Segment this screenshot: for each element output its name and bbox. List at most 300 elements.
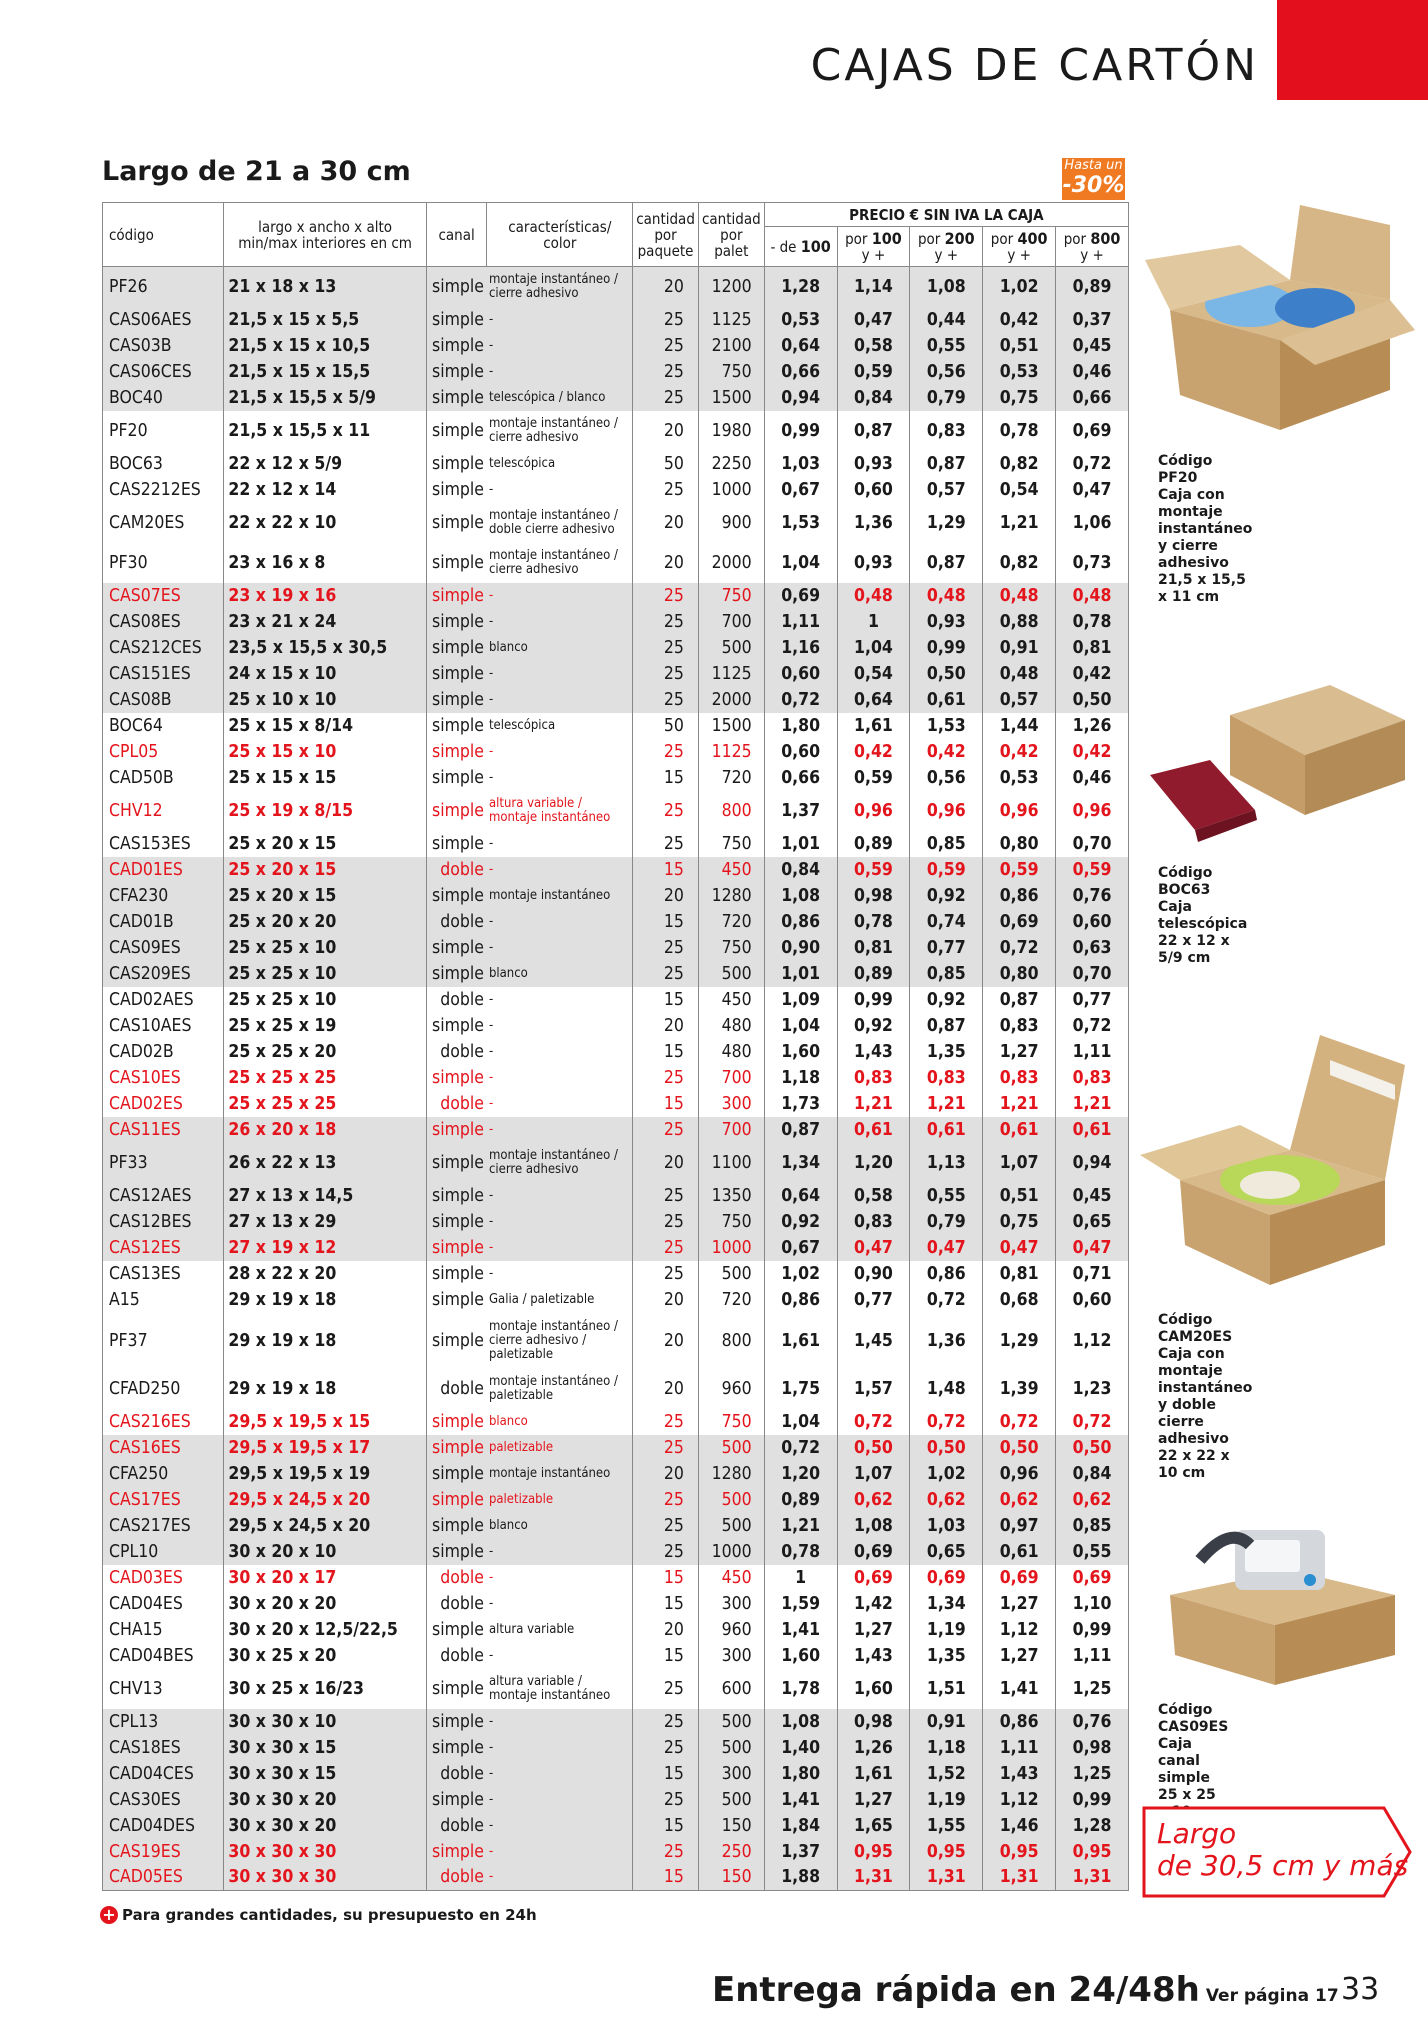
box-cam20es-image bbox=[1140, 1030, 1422, 1300]
cell-precio-3: 0,95 bbox=[910, 1839, 983, 1865]
cell-precio-5: 0,47 bbox=[1056, 477, 1129, 503]
cell-cantidad-palet: 750 bbox=[698, 831, 764, 857]
cell-precio-1: 1,03 bbox=[764, 451, 837, 477]
product-caption-pf20: Código PF20 Caja con montaje instantáneo y cierre adhesivo 21,5 x 15,5 x 11 cm bbox=[1158, 453, 1253, 605]
table-row bbox=[103, 385, 1129, 411]
cell-caracteristicas: altura variable / montaje instantáneo bbox=[488, 795, 611, 825]
cell-precio-3: 0,59 bbox=[910, 857, 983, 883]
table-row bbox=[103, 1143, 1129, 1183]
cell-precio-4: 1,27 bbox=[983, 1591, 1056, 1617]
cell-cantidad-paquete: 25 bbox=[633, 1735, 699, 1761]
promo-line2: -30% bbox=[1062, 173, 1125, 198]
cell-canal: simple bbox=[426, 583, 487, 609]
cell-precio-1: 0,64 bbox=[764, 1183, 837, 1209]
cell-dims: 25 x 15 x 10 bbox=[224, 739, 426, 765]
cell-precio-4: 1,12 bbox=[983, 1787, 1056, 1813]
cell-caracteristicas: montaje instantáneo / cierre adhesivo bbox=[487, 267, 633, 307]
cell-caracteristicas: - bbox=[487, 857, 633, 883]
cell-cantidad-palet: 1000 bbox=[698, 1539, 764, 1565]
cell-precio-4: 0,50 bbox=[983, 1435, 1056, 1461]
cell-dims: 22 x 22 x 10 bbox=[224, 503, 426, 543]
table-row bbox=[103, 267, 1129, 307]
cell-precio-4: 0,61 bbox=[983, 1539, 1056, 1565]
cell-codigo: CAD04CES bbox=[103, 1761, 224, 1787]
cell-caracteristicas: paletizable bbox=[487, 1487, 633, 1513]
cell-canal: doble bbox=[426, 1091, 487, 1117]
cell-precio-3: 0,72 bbox=[910, 1409, 983, 1435]
cell-cantidad-paquete: 25 bbox=[633, 635, 699, 661]
cell-codigo: CPL13 bbox=[103, 1709, 224, 1735]
cell-cantidad-palet: 500 bbox=[698, 635, 764, 661]
cell-cantidad-paquete: 15 bbox=[633, 1865, 699, 1891]
cell-precio-2: 0,95 bbox=[837, 1839, 910, 1865]
cell-precio-4: 0,48 bbox=[983, 661, 1056, 687]
cell-cantidad-paquete: 25 bbox=[633, 307, 699, 333]
cell-precio-1: 0,92 bbox=[764, 1209, 837, 1235]
cell-precio-2: 1,65 bbox=[837, 1813, 910, 1839]
cell-canal: doble bbox=[426, 1565, 487, 1591]
table-row bbox=[103, 987, 1129, 1013]
cell-canal: simple bbox=[426, 307, 487, 333]
cell-codigo: CAS18ES bbox=[103, 1735, 224, 1761]
cell-canal: simple bbox=[426, 1513, 487, 1539]
cell-canal: simple bbox=[426, 1669, 487, 1709]
cell-caracteristicas: montaje instantáneo / paletizable bbox=[488, 1373, 618, 1403]
cell-precio-5: 0,83 bbox=[1056, 1065, 1129, 1091]
cell-precio-5: 0,37 bbox=[1056, 307, 1129, 333]
price-table bbox=[102, 202, 1129, 1891]
cell-dims: 28 x 22 x 20 bbox=[224, 1261, 426, 1287]
cell-precio-4: 0,83 bbox=[983, 1013, 1056, 1039]
table-row bbox=[103, 1287, 1129, 1313]
cell-precio-2: 0,77 bbox=[837, 1287, 910, 1313]
cell-codigo: CAS19ES bbox=[103, 1839, 224, 1865]
cell-codigo: BOC63 bbox=[103, 451, 224, 477]
cell-codigo: CAS08B bbox=[103, 687, 224, 713]
cell-precio-4: 0,80 bbox=[983, 961, 1056, 987]
cell-dims: 25 x 20 x 15 bbox=[224, 831, 426, 857]
cell-precio-5: 0,72 bbox=[1056, 1013, 1129, 1039]
cell-dims: 26 x 20 x 18 bbox=[224, 1117, 426, 1143]
cell-precio-4: 0,53 bbox=[983, 359, 1056, 385]
table-row bbox=[103, 1039, 1129, 1065]
cell-caracteristicas: - bbox=[487, 909, 633, 935]
cell-precio-3: 0,42 bbox=[910, 739, 983, 765]
table-row bbox=[103, 1735, 1129, 1761]
cell-precio-5: 0,60 bbox=[1056, 909, 1129, 935]
cell-precio-2: 0,83 bbox=[837, 1209, 910, 1235]
cell-precio-5: 0,99 bbox=[1056, 1617, 1129, 1643]
cell-precio-1: 1,88 bbox=[764, 1865, 837, 1891]
cell-cantidad-paquete: 25 bbox=[633, 961, 699, 987]
cell-precio-4: 1,41 bbox=[983, 1669, 1056, 1709]
cell-cantidad-paquete: 50 bbox=[633, 451, 699, 477]
cell-codigo: CAS10AES bbox=[103, 1013, 224, 1039]
cell-precio-5: 1,11 bbox=[1056, 1039, 1129, 1065]
cell-cantidad-paquete: 25 bbox=[633, 1669, 699, 1709]
cell-dims: 27 x 13 x 29 bbox=[224, 1209, 426, 1235]
cell-cantidad-palet: 700 bbox=[698, 1117, 764, 1143]
cell-precio-5: 1,11 bbox=[1056, 1643, 1129, 1669]
cell-precio-2: 0,60 bbox=[837, 477, 910, 503]
cell-precio-5: 0,76 bbox=[1056, 1709, 1129, 1735]
cell-canal: simple bbox=[426, 1117, 487, 1143]
cell-codigo: CAD03ES bbox=[103, 1565, 224, 1591]
cell-codigo: CPL05 bbox=[103, 739, 224, 765]
cell-canal: simple bbox=[426, 661, 487, 687]
cell-caracteristicas: montaje instantáneo / cierre adhesivo bbox=[488, 547, 618, 577]
cell-precio-4: 0,47 bbox=[983, 1235, 1056, 1261]
header-p3: por 200 y + bbox=[910, 227, 983, 267]
cell-precio-5: 0,94 bbox=[1056, 1143, 1129, 1183]
cell-cantidad-palet: 700 bbox=[698, 609, 764, 635]
cell-cantidad-paquete: 15 bbox=[633, 1643, 699, 1669]
cell-dims: 23 x 21 x 24 bbox=[224, 609, 426, 635]
cell-caracteristicas: blanco bbox=[488, 1413, 528, 1429]
cell-canal: simple bbox=[426, 1235, 487, 1261]
cell-canal: simple bbox=[426, 1209, 487, 1235]
cell-dims: 30 x 30 x 20 bbox=[224, 1787, 426, 1813]
cell-precio-1: 1,59 bbox=[764, 1591, 837, 1617]
cell-canal: simple bbox=[426, 1313, 487, 1369]
cell-precio-1: 1,20 bbox=[764, 1461, 837, 1487]
table-row bbox=[103, 739, 1129, 765]
cell-precio-1: 0,84 bbox=[764, 857, 837, 883]
cell-precio-3: 0,93 bbox=[910, 609, 983, 635]
cell-caracteristicas: montaje instantáneo / cierre adhesivo bbox=[488, 415, 618, 445]
cell-precio-1: 1,73 bbox=[764, 1091, 837, 1117]
cell-cantidad-palet: 500 bbox=[698, 1787, 764, 1813]
cell-precio-5: 0,62 bbox=[1056, 1487, 1129, 1513]
cell-precio-4: 0,96 bbox=[983, 791, 1056, 831]
cell-dims: 21,5 x 15,5 x 11 bbox=[224, 411, 426, 451]
promo-line1: Hasta un bbox=[1064, 158, 1123, 173]
cell-precio-4: 0,82 bbox=[983, 451, 1056, 477]
cell-precio-5: 1,26 bbox=[1056, 713, 1129, 739]
cell-precio-2: 0,72 bbox=[837, 1409, 910, 1435]
cell-precio-1: 0,72 bbox=[764, 1435, 837, 1461]
cell-precio-5: 1,06 bbox=[1056, 503, 1129, 543]
cell-dims: 21,5 x 15 x 5,5 bbox=[224, 307, 426, 333]
cell-cantidad-palet: 1125 bbox=[698, 661, 764, 687]
cell-precio-1: 1,18 bbox=[764, 1065, 837, 1091]
header-cantidad-paquete: cantidad por paquete bbox=[633, 203, 699, 267]
cell-precio-5: 0,99 bbox=[1056, 1787, 1129, 1813]
cell-codigo: CAD50B bbox=[103, 765, 224, 791]
cell-precio-2: 0,42 bbox=[837, 739, 910, 765]
cell-codigo: CAS217ES bbox=[103, 1513, 224, 1539]
cell-cantidad-palet: 480 bbox=[698, 1013, 764, 1039]
cell-cantidad-palet: 300 bbox=[698, 1643, 764, 1669]
header-caracteristicas: características/ color bbox=[487, 203, 633, 267]
cell-codigo: CAS11ES bbox=[103, 1117, 224, 1143]
cell-cantidad-paquete: 25 bbox=[633, 385, 699, 411]
header-p5: por 800 y + bbox=[1056, 227, 1129, 267]
cell-precio-5: 0,60 bbox=[1056, 1287, 1129, 1313]
cell-dims: 29,5 x 19,5 x 15 bbox=[224, 1409, 426, 1435]
next-section-link[interactable]: Largo de 30,5 cm y más bbox=[1157, 1817, 1409, 1882]
cell-precio-5: 0,73 bbox=[1056, 543, 1129, 583]
cell-precio-4: 1,21 bbox=[983, 503, 1056, 543]
cell-precio-3: 1,55 bbox=[910, 1813, 983, 1839]
cell-cantidad-paquete: 15 bbox=[633, 765, 699, 791]
cell-precio-2: 1,20 bbox=[837, 1143, 910, 1183]
cell-precio-4: 0,42 bbox=[983, 307, 1056, 333]
cell-precio-4: 0,62 bbox=[983, 1487, 1056, 1513]
cell-precio-4: 0,88 bbox=[983, 609, 1056, 635]
cell-precio-2: 0,58 bbox=[837, 1183, 910, 1209]
cell-dims: 22 x 12 x 14 bbox=[224, 477, 426, 503]
cell-precio-2: 1,31 bbox=[837, 1865, 910, 1891]
cell-precio-2: 1,61 bbox=[837, 713, 910, 739]
cell-precio-1: 0,94 bbox=[764, 385, 837, 411]
cell-precio-3: 1,53 bbox=[910, 713, 983, 739]
cell-dims: 29,5 x 24,5 x 20 bbox=[224, 1487, 426, 1513]
cell-precio-1: 1,41 bbox=[764, 1617, 837, 1643]
cell-caracteristicas: - bbox=[488, 1569, 494, 1585]
cell-precio-4: 0,83 bbox=[983, 1065, 1056, 1091]
cell-caracteristicas: - bbox=[487, 359, 633, 385]
cell-caracteristicas: telescópica bbox=[488, 717, 556, 733]
cell-dims: 22 x 12 x 5/9 bbox=[224, 451, 426, 477]
cell-codigo: PF20 bbox=[103, 411, 224, 451]
table-row bbox=[103, 1539, 1129, 1565]
cell-precio-1: 1,08 bbox=[764, 883, 837, 909]
cell-codigo: CAD04ES bbox=[103, 1591, 224, 1617]
cell-precio-5: 0,42 bbox=[1056, 661, 1129, 687]
cell-precio-1: 1,08 bbox=[764, 1709, 837, 1735]
cell-precio-3: 0,48 bbox=[910, 583, 983, 609]
cell-cantidad-palet: 300 bbox=[698, 1091, 764, 1117]
cell-precio-4: 0,57 bbox=[983, 687, 1056, 713]
cell-caracteristicas: altura variable / montaje instantáneo bbox=[488, 1673, 611, 1703]
cell-canal: simple bbox=[426, 739, 487, 765]
cell-canal: simple bbox=[426, 1435, 487, 1461]
cell-precio-2: 1,57 bbox=[837, 1369, 910, 1409]
cell-precio-3: 1,52 bbox=[910, 1761, 983, 1787]
cell-dims: 21,5 x 15 x 15,5 bbox=[224, 359, 426, 385]
cell-caracteristicas: - bbox=[487, 1787, 633, 1813]
cell-precio-5: 0,55 bbox=[1056, 1539, 1129, 1565]
header-codigo: código bbox=[103, 203, 224, 267]
table-row bbox=[103, 609, 1129, 635]
cell-cantidad-paquete: 25 bbox=[633, 359, 699, 385]
cell-precio-2: 1,08 bbox=[837, 1513, 910, 1539]
cell-precio-2: 0,87 bbox=[837, 411, 910, 451]
cell-precio-3: 1,21 bbox=[910, 1091, 983, 1117]
cell-precio-2: 0,90 bbox=[837, 1261, 910, 1287]
cell-codigo: CAS09ES bbox=[103, 935, 224, 961]
cell-precio-4: 1,12 bbox=[983, 1617, 1056, 1643]
cell-precio-3: 0,87 bbox=[910, 543, 983, 583]
cell-codigo: CAD01B bbox=[103, 909, 224, 935]
table-row bbox=[103, 1313, 1129, 1369]
cell-caracteristicas: - bbox=[488, 991, 494, 1007]
cell-dims: 29,5 x 19,5 x 19 bbox=[224, 1461, 426, 1487]
cell-cantidad-palet: 250 bbox=[698, 1839, 764, 1865]
cell-caracteristicas: - bbox=[488, 1647, 494, 1663]
cell-precio-3: 0,44 bbox=[910, 307, 983, 333]
cell-cantidad-paquete: 25 bbox=[633, 1409, 699, 1435]
cell-precio-4: 1,11 bbox=[983, 1735, 1056, 1761]
cell-precio-1: 1,04 bbox=[764, 543, 837, 583]
cell-cantidad-paquete: 25 bbox=[633, 583, 699, 609]
cell-cantidad-paquete: 20 bbox=[633, 883, 699, 909]
cell-cantidad-palet: 500 bbox=[698, 1261, 764, 1287]
table-row bbox=[103, 1065, 1129, 1091]
cell-canal: simple bbox=[426, 831, 487, 857]
cell-precio-5: 1,23 bbox=[1056, 1369, 1129, 1409]
cell-precio-1: 0,78 bbox=[764, 1539, 837, 1565]
cell-precio-2: 1,14 bbox=[837, 267, 910, 307]
table-row bbox=[103, 1761, 1129, 1787]
cell-cantidad-paquete: 25 bbox=[633, 661, 699, 687]
cell-cantidad-paquete: 15 bbox=[633, 909, 699, 935]
cell-dims: 25 x 25 x 10 bbox=[224, 987, 426, 1013]
cell-precio-4: 0,59 bbox=[983, 857, 1056, 883]
cell-precio-3: 0,50 bbox=[910, 1435, 983, 1461]
cell-caracteristicas: blanco bbox=[487, 1513, 633, 1539]
cell-precio-4: 1,39 bbox=[983, 1369, 1056, 1409]
cell-precio-2: 1,04 bbox=[837, 635, 910, 661]
table-header-row bbox=[103, 203, 1129, 227]
cell-dims: 27 x 13 x 14,5 bbox=[224, 1183, 426, 1209]
cell-caracteristicas: - bbox=[487, 1209, 633, 1235]
cell-precio-3: 0,96 bbox=[910, 791, 983, 831]
cell-cantidad-palet: 600 bbox=[698, 1669, 764, 1709]
cell-canal: simple bbox=[426, 1461, 487, 1487]
cell-codigo: A15 bbox=[103, 1287, 224, 1313]
table-row bbox=[103, 1813, 1129, 1839]
cell-precio-2: 0,47 bbox=[837, 307, 910, 333]
cell-dims: 23 x 19 x 16 bbox=[224, 583, 426, 609]
cell-caracteristicas: - bbox=[487, 1735, 633, 1761]
cell-cantidad-palet: 700 bbox=[698, 1065, 764, 1091]
cell-precio-3: 0,92 bbox=[910, 987, 983, 1013]
cell-precio-5: 0,96 bbox=[1056, 791, 1129, 831]
cell-canal: simple bbox=[426, 935, 487, 961]
cell-precio-1: 0,86 bbox=[764, 909, 837, 935]
cell-dims: 25 x 20 x 20 bbox=[224, 909, 426, 935]
cell-dims: 25 x 10 x 10 bbox=[224, 687, 426, 713]
cell-precio-5: 0,46 bbox=[1056, 765, 1129, 791]
table-row bbox=[103, 909, 1129, 935]
cell-precio-1: 1,60 bbox=[764, 1039, 837, 1065]
cell-precio-2: 0,62 bbox=[837, 1487, 910, 1513]
table-row bbox=[103, 791, 1129, 831]
cell-canal: simple bbox=[426, 1617, 487, 1643]
table-row bbox=[103, 935, 1129, 961]
cell-cantidad-paquete: 25 bbox=[633, 1235, 699, 1261]
cell-precio-3: 0,87 bbox=[910, 1013, 983, 1039]
cell-precio-5: 1,12 bbox=[1056, 1313, 1129, 1369]
header-red-block bbox=[1277, 0, 1428, 100]
cell-cantidad-paquete: 25 bbox=[633, 1539, 699, 1565]
cell-dims: 25 x 25 x 25 bbox=[224, 1091, 426, 1117]
cell-dims: 21,5 x 15 x 10,5 bbox=[224, 333, 426, 359]
cell-canal: simple bbox=[426, 359, 487, 385]
cell-precio-4: 0,68 bbox=[983, 1287, 1056, 1313]
cell-precio-2: 0,89 bbox=[837, 961, 910, 987]
cell-precio-1: 0,90 bbox=[764, 935, 837, 961]
cell-dims: 30 x 30 x 30 bbox=[224, 1865, 426, 1891]
cell-precio-4: 0,48 bbox=[983, 583, 1056, 609]
cell-codigo: CAS12BES bbox=[103, 1209, 224, 1235]
cell-precio-3: 1,18 bbox=[910, 1735, 983, 1761]
cell-dims: 25 x 25 x 20 bbox=[224, 1039, 426, 1065]
cell-precio-1: 0,53 bbox=[764, 307, 837, 333]
cell-precio-1: 0,69 bbox=[764, 583, 837, 609]
cell-codigo: CAD05ES bbox=[103, 1865, 224, 1891]
cell-dims: 30 x 20 x 17 bbox=[224, 1565, 426, 1591]
cell-precio-2: 1,26 bbox=[837, 1735, 910, 1761]
cell-dims: 30 x 30 x 20 bbox=[224, 1813, 426, 1839]
cell-codigo: CAD01ES bbox=[103, 857, 224, 883]
cell-dims: 27 x 19 x 12 bbox=[224, 1235, 426, 1261]
cell-precio-3: 0,77 bbox=[910, 935, 983, 961]
cell-cantidad-palet: 720 bbox=[698, 1287, 764, 1313]
cell-caracteristicas: - bbox=[488, 481, 494, 497]
table-row bbox=[103, 503, 1129, 543]
cell-precio-3: 1,51 bbox=[910, 1669, 983, 1709]
cell-precio-1: 1,34 bbox=[764, 1143, 837, 1183]
cell-cantidad-paquete: 15 bbox=[633, 1039, 699, 1065]
cell-precio-1: 0,99 bbox=[764, 411, 837, 451]
cell-precio-1: 0,66 bbox=[764, 359, 837, 385]
cell-cantidad-palet: 2000 bbox=[698, 687, 764, 713]
cell-caracteristicas: - bbox=[487, 1183, 633, 1209]
cell-precio-3: 1,19 bbox=[910, 1617, 983, 1643]
cell-codigo: CAS03B bbox=[103, 333, 224, 359]
box-cas09es-image bbox=[1140, 1520, 1422, 1690]
cell-cantidad-palet: 750 bbox=[698, 1209, 764, 1235]
cell-precio-2: 0,59 bbox=[837, 359, 910, 385]
footnote-text: Para grandes cantidades, su presupuesto en 24h bbox=[122, 1906, 537, 1924]
cell-codigo: CAS12ES bbox=[103, 1235, 224, 1261]
table-row bbox=[103, 857, 1129, 883]
cell-cantidad-palet: 750 bbox=[698, 1409, 764, 1435]
cell-canal: simple bbox=[426, 687, 487, 713]
table-row bbox=[103, 1369, 1129, 1409]
cell-cantidad-palet: 300 bbox=[698, 1591, 764, 1617]
table-row bbox=[103, 333, 1129, 359]
cell-precio-1: 1,01 bbox=[764, 831, 837, 857]
cell-precio-5: 0,77 bbox=[1056, 987, 1129, 1013]
cell-cantidad-palet: 500 bbox=[698, 1487, 764, 1513]
cell-precio-4: 0,61 bbox=[983, 1117, 1056, 1143]
cell-precio-3: 0,47 bbox=[910, 1235, 983, 1261]
cell-precio-3: 0,65 bbox=[910, 1539, 983, 1565]
cell-canal: simple bbox=[426, 1487, 487, 1513]
cell-cantidad-palet: 500 bbox=[698, 961, 764, 987]
cell-codigo: CPL10 bbox=[103, 1539, 224, 1565]
cell-dims: 30 x 30 x 30 bbox=[224, 1839, 426, 1865]
cell-cantidad-palet: 1000 bbox=[698, 1235, 764, 1261]
cell-precio-2: 0,89 bbox=[837, 831, 910, 857]
cell-precio-3: 0,79 bbox=[910, 385, 983, 411]
cell-cantidad-palet: 800 bbox=[698, 791, 764, 831]
cell-caracteristicas: telescópica / blanco bbox=[487, 385, 633, 411]
cell-cantidad-paquete: 20 bbox=[633, 1287, 699, 1313]
cell-codigo: CAS17ES bbox=[103, 1487, 224, 1513]
cell-precio-5: 1,25 bbox=[1056, 1761, 1129, 1787]
cell-precio-2: 1 bbox=[837, 609, 910, 635]
cell-dims: 25 x 20 x 15 bbox=[224, 857, 426, 883]
cell-precio-1: 0,60 bbox=[764, 739, 837, 765]
cell-cantidad-paquete: 25 bbox=[633, 1709, 699, 1735]
cell-caracteristicas: - bbox=[487, 583, 633, 609]
cell-codigo: CAM20ES bbox=[103, 503, 224, 543]
